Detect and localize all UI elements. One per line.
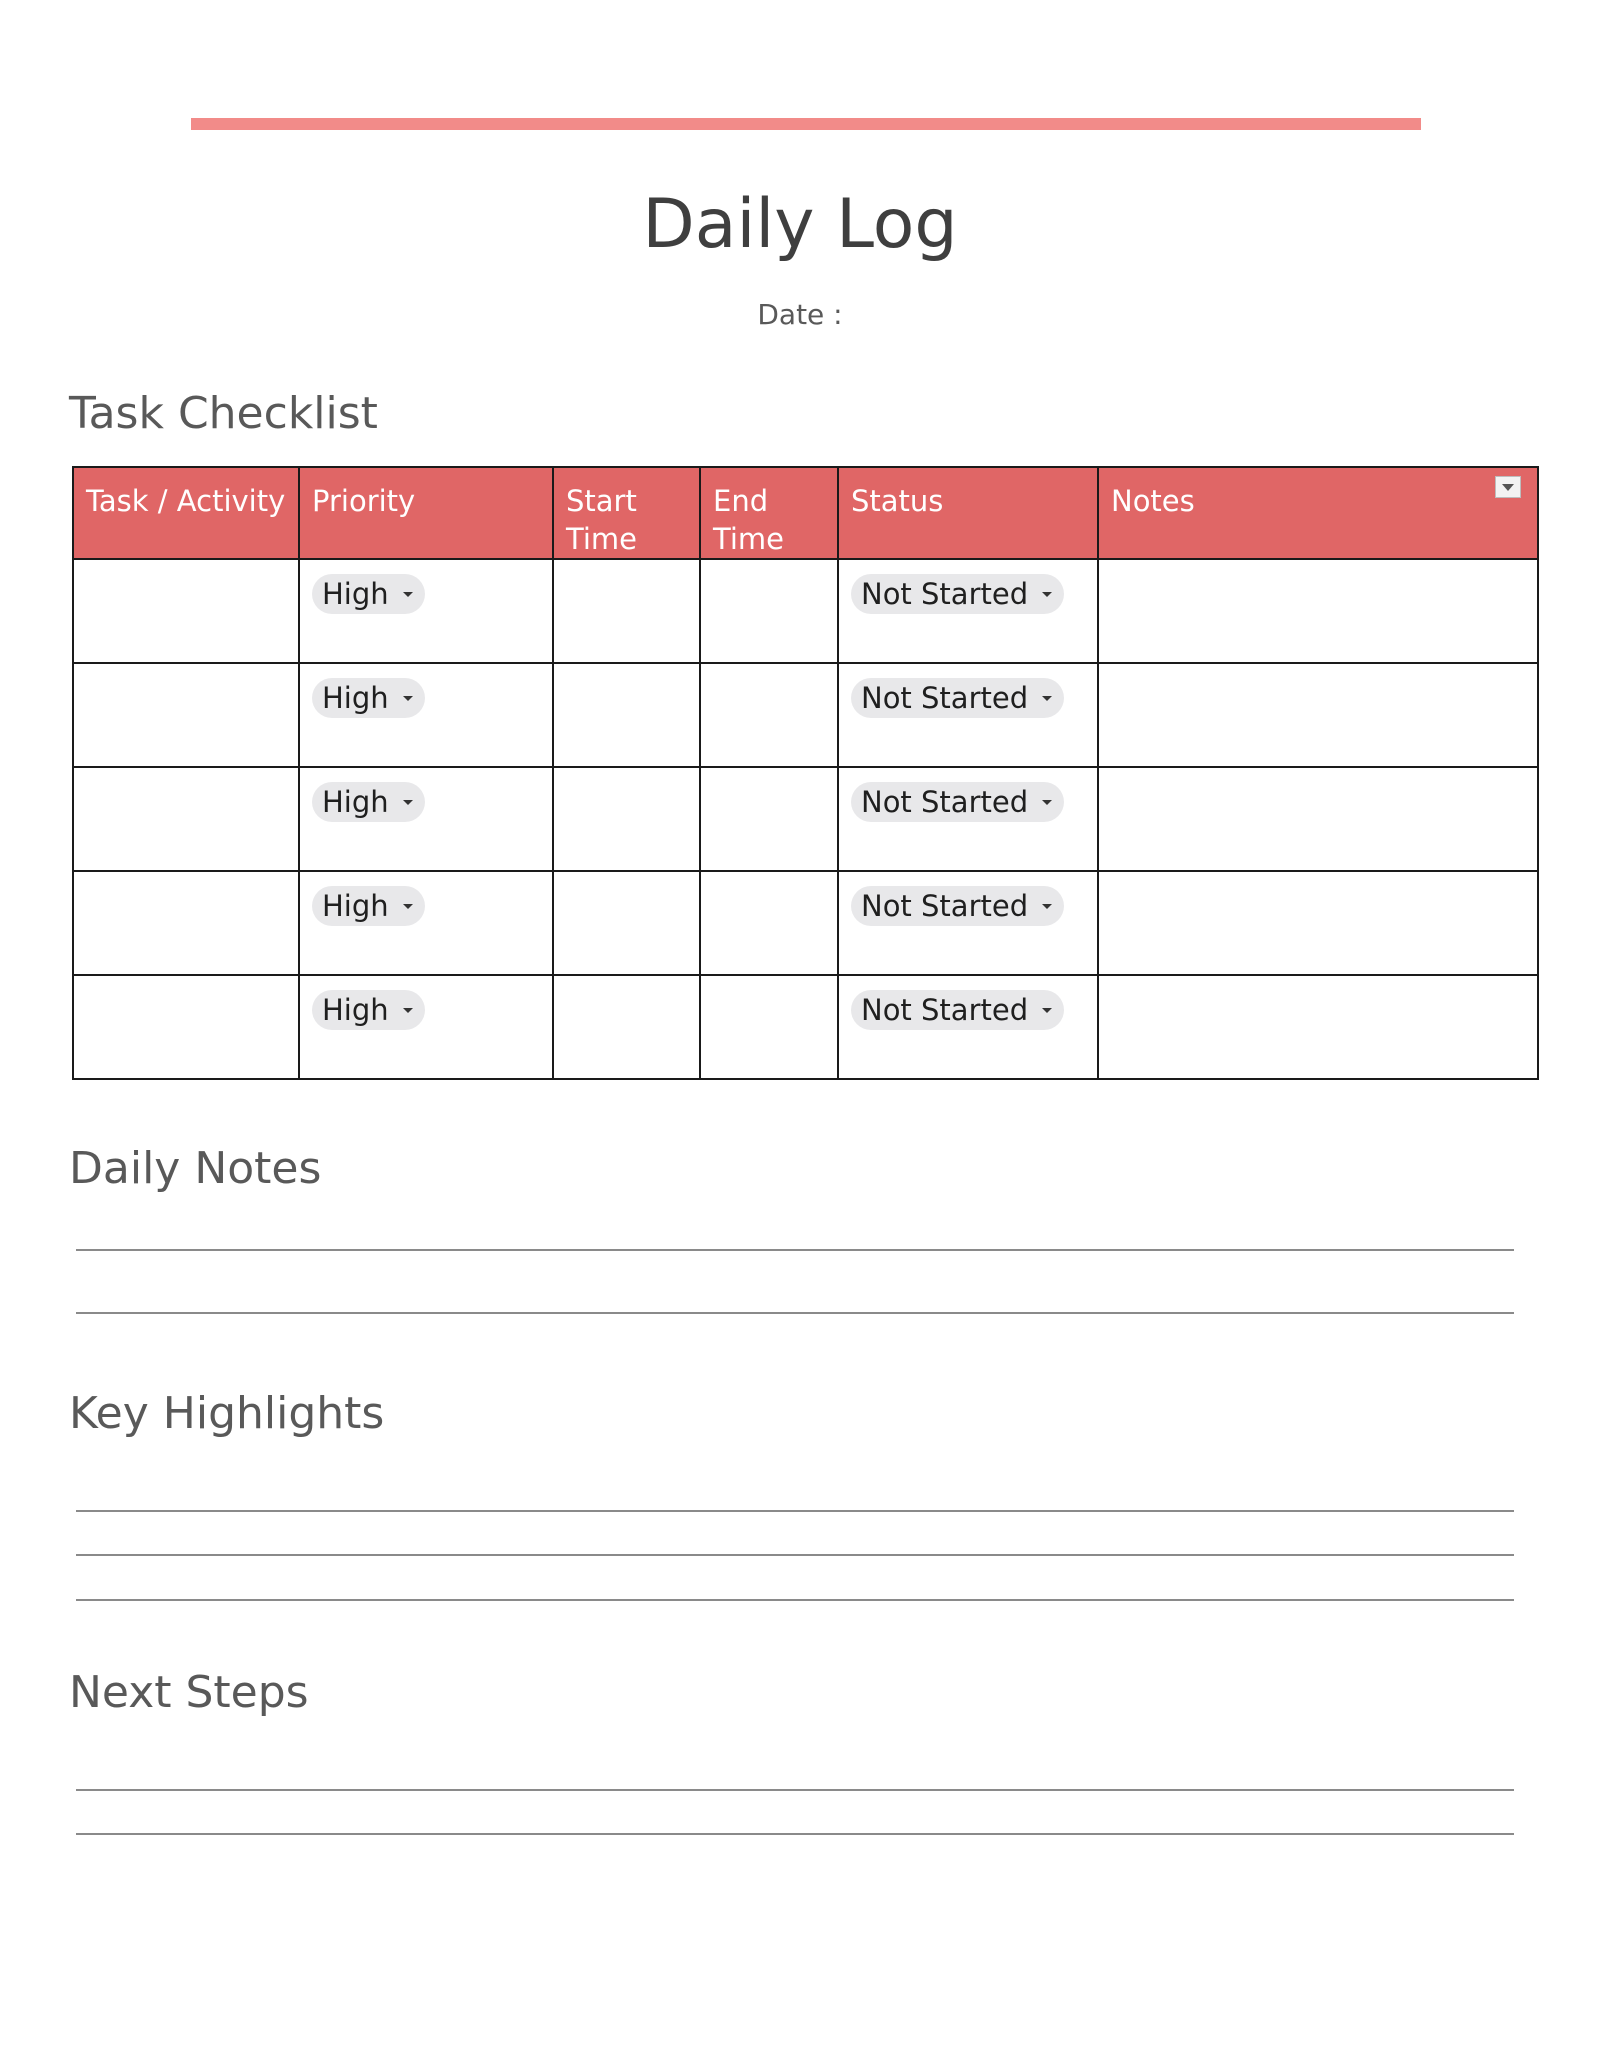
status-dropdown-label: Not Started xyxy=(861,889,1029,923)
priority-dropdown-label: High xyxy=(322,785,389,819)
notes-cell[interactable] xyxy=(1098,871,1538,975)
date-label[interactable]: Date : xyxy=(757,298,843,331)
priority-cell xyxy=(299,559,553,663)
task-cell[interactable] xyxy=(73,767,299,871)
priority-dropdown-label: High xyxy=(322,889,389,923)
status-dropdown-label: Not Started xyxy=(861,785,1029,819)
priority-cell xyxy=(299,871,553,975)
priority-cell xyxy=(299,767,553,871)
task-cell[interactable] xyxy=(73,559,299,663)
table-row xyxy=(73,975,1538,1079)
notes-cell[interactable] xyxy=(1098,559,1538,663)
priority-cell xyxy=(299,975,553,1079)
chevron-down-icon xyxy=(1042,1008,1052,1013)
status-cell xyxy=(838,663,1098,767)
status-dropdown-label: Not Started xyxy=(861,993,1029,1027)
chevron-down-icon xyxy=(1042,696,1052,701)
status-dropdown[interactable] xyxy=(851,678,1064,718)
key-highlights-line[interactable] xyxy=(76,1510,1514,1512)
task-checklist-table xyxy=(72,466,1539,1080)
priority-dropdown[interactable] xyxy=(312,990,425,1030)
table-header-row xyxy=(73,467,1538,559)
task-cell[interactable] xyxy=(73,871,299,975)
priority-cell xyxy=(299,663,553,767)
next-steps-heading: Next Steps xyxy=(69,1667,309,1718)
notes-cell[interactable] xyxy=(1098,975,1538,1079)
status-dropdown-label: Not Started xyxy=(861,577,1029,611)
key-highlights-line[interactable] xyxy=(76,1599,1514,1601)
end-time-cell[interactable] xyxy=(700,975,838,1079)
priority-dropdown[interactable] xyxy=(312,782,425,822)
top-accent-rule xyxy=(191,118,1421,130)
start-time-cell[interactable] xyxy=(553,871,700,975)
key-highlights-heading: Key Highlights xyxy=(69,1388,385,1439)
end-time-cell[interactable] xyxy=(700,871,838,975)
table-row xyxy=(73,767,1538,871)
notes-cell[interactable] xyxy=(1098,663,1538,767)
column-header-end-time: End Time xyxy=(700,467,838,559)
status-cell xyxy=(838,871,1098,975)
chevron-down-icon xyxy=(403,1008,413,1013)
priority-dropdown[interactable] xyxy=(312,678,425,718)
next-steps-line[interactable] xyxy=(76,1833,1514,1835)
table-row xyxy=(73,871,1538,975)
chevron-down-icon xyxy=(1042,592,1052,597)
daily-notes-heading: Daily Notes xyxy=(69,1143,322,1194)
status-cell xyxy=(838,975,1098,1079)
status-dropdown[interactable] xyxy=(851,782,1064,822)
column-header-notes xyxy=(1098,467,1538,559)
column-header-task: Task / Activity xyxy=(73,467,299,559)
priority-dropdown-label: High xyxy=(322,681,389,715)
page-title: Daily Log xyxy=(642,185,958,264)
end-time-cell[interactable] xyxy=(700,663,838,767)
column-header-status: Status xyxy=(838,467,1098,559)
column-header-notes-label: Notes xyxy=(1111,484,1195,518)
priority-dropdown[interactable] xyxy=(312,886,425,926)
daily-notes-line[interactable] xyxy=(76,1249,1514,1251)
status-cell xyxy=(838,767,1098,871)
end-time-cell[interactable] xyxy=(700,767,838,871)
notes-cell[interactable] xyxy=(1098,767,1538,871)
column-header-start-time: Start Time xyxy=(553,467,700,559)
status-cell xyxy=(838,559,1098,663)
next-steps-line[interactable] xyxy=(76,1789,1514,1791)
chevron-down-icon xyxy=(403,800,413,805)
status-dropdown[interactable] xyxy=(851,574,1064,614)
status-dropdown-label: Not Started xyxy=(861,681,1029,715)
table-row xyxy=(73,663,1538,767)
start-time-cell[interactable] xyxy=(553,767,700,871)
task-checklist-heading: Task Checklist xyxy=(69,388,378,439)
chevron-down-icon xyxy=(403,696,413,701)
start-time-cell[interactable] xyxy=(553,975,700,1079)
column-header-priority: Priority xyxy=(299,467,553,559)
task-cell[interactable] xyxy=(73,975,299,1079)
status-dropdown[interactable] xyxy=(851,886,1064,926)
chevron-down-icon xyxy=(1042,800,1052,805)
chevron-down-icon xyxy=(403,904,413,909)
daily-notes-line[interactable] xyxy=(76,1312,1514,1314)
task-cell[interactable] xyxy=(73,663,299,767)
filter-dropdown-icon[interactable] xyxy=(1495,476,1521,498)
chevron-down-icon xyxy=(403,592,413,597)
priority-dropdown-label: High xyxy=(322,577,389,611)
end-time-cell[interactable] xyxy=(700,559,838,663)
priority-dropdown-label: High xyxy=(322,993,389,1027)
status-dropdown[interactable] xyxy=(851,990,1064,1030)
start-time-cell[interactable] xyxy=(553,663,700,767)
key-highlights-line[interactable] xyxy=(76,1554,1514,1556)
priority-dropdown[interactable] xyxy=(312,574,425,614)
table-row xyxy=(73,559,1538,663)
chevron-down-icon xyxy=(1042,904,1052,909)
start-time-cell[interactable] xyxy=(553,559,700,663)
